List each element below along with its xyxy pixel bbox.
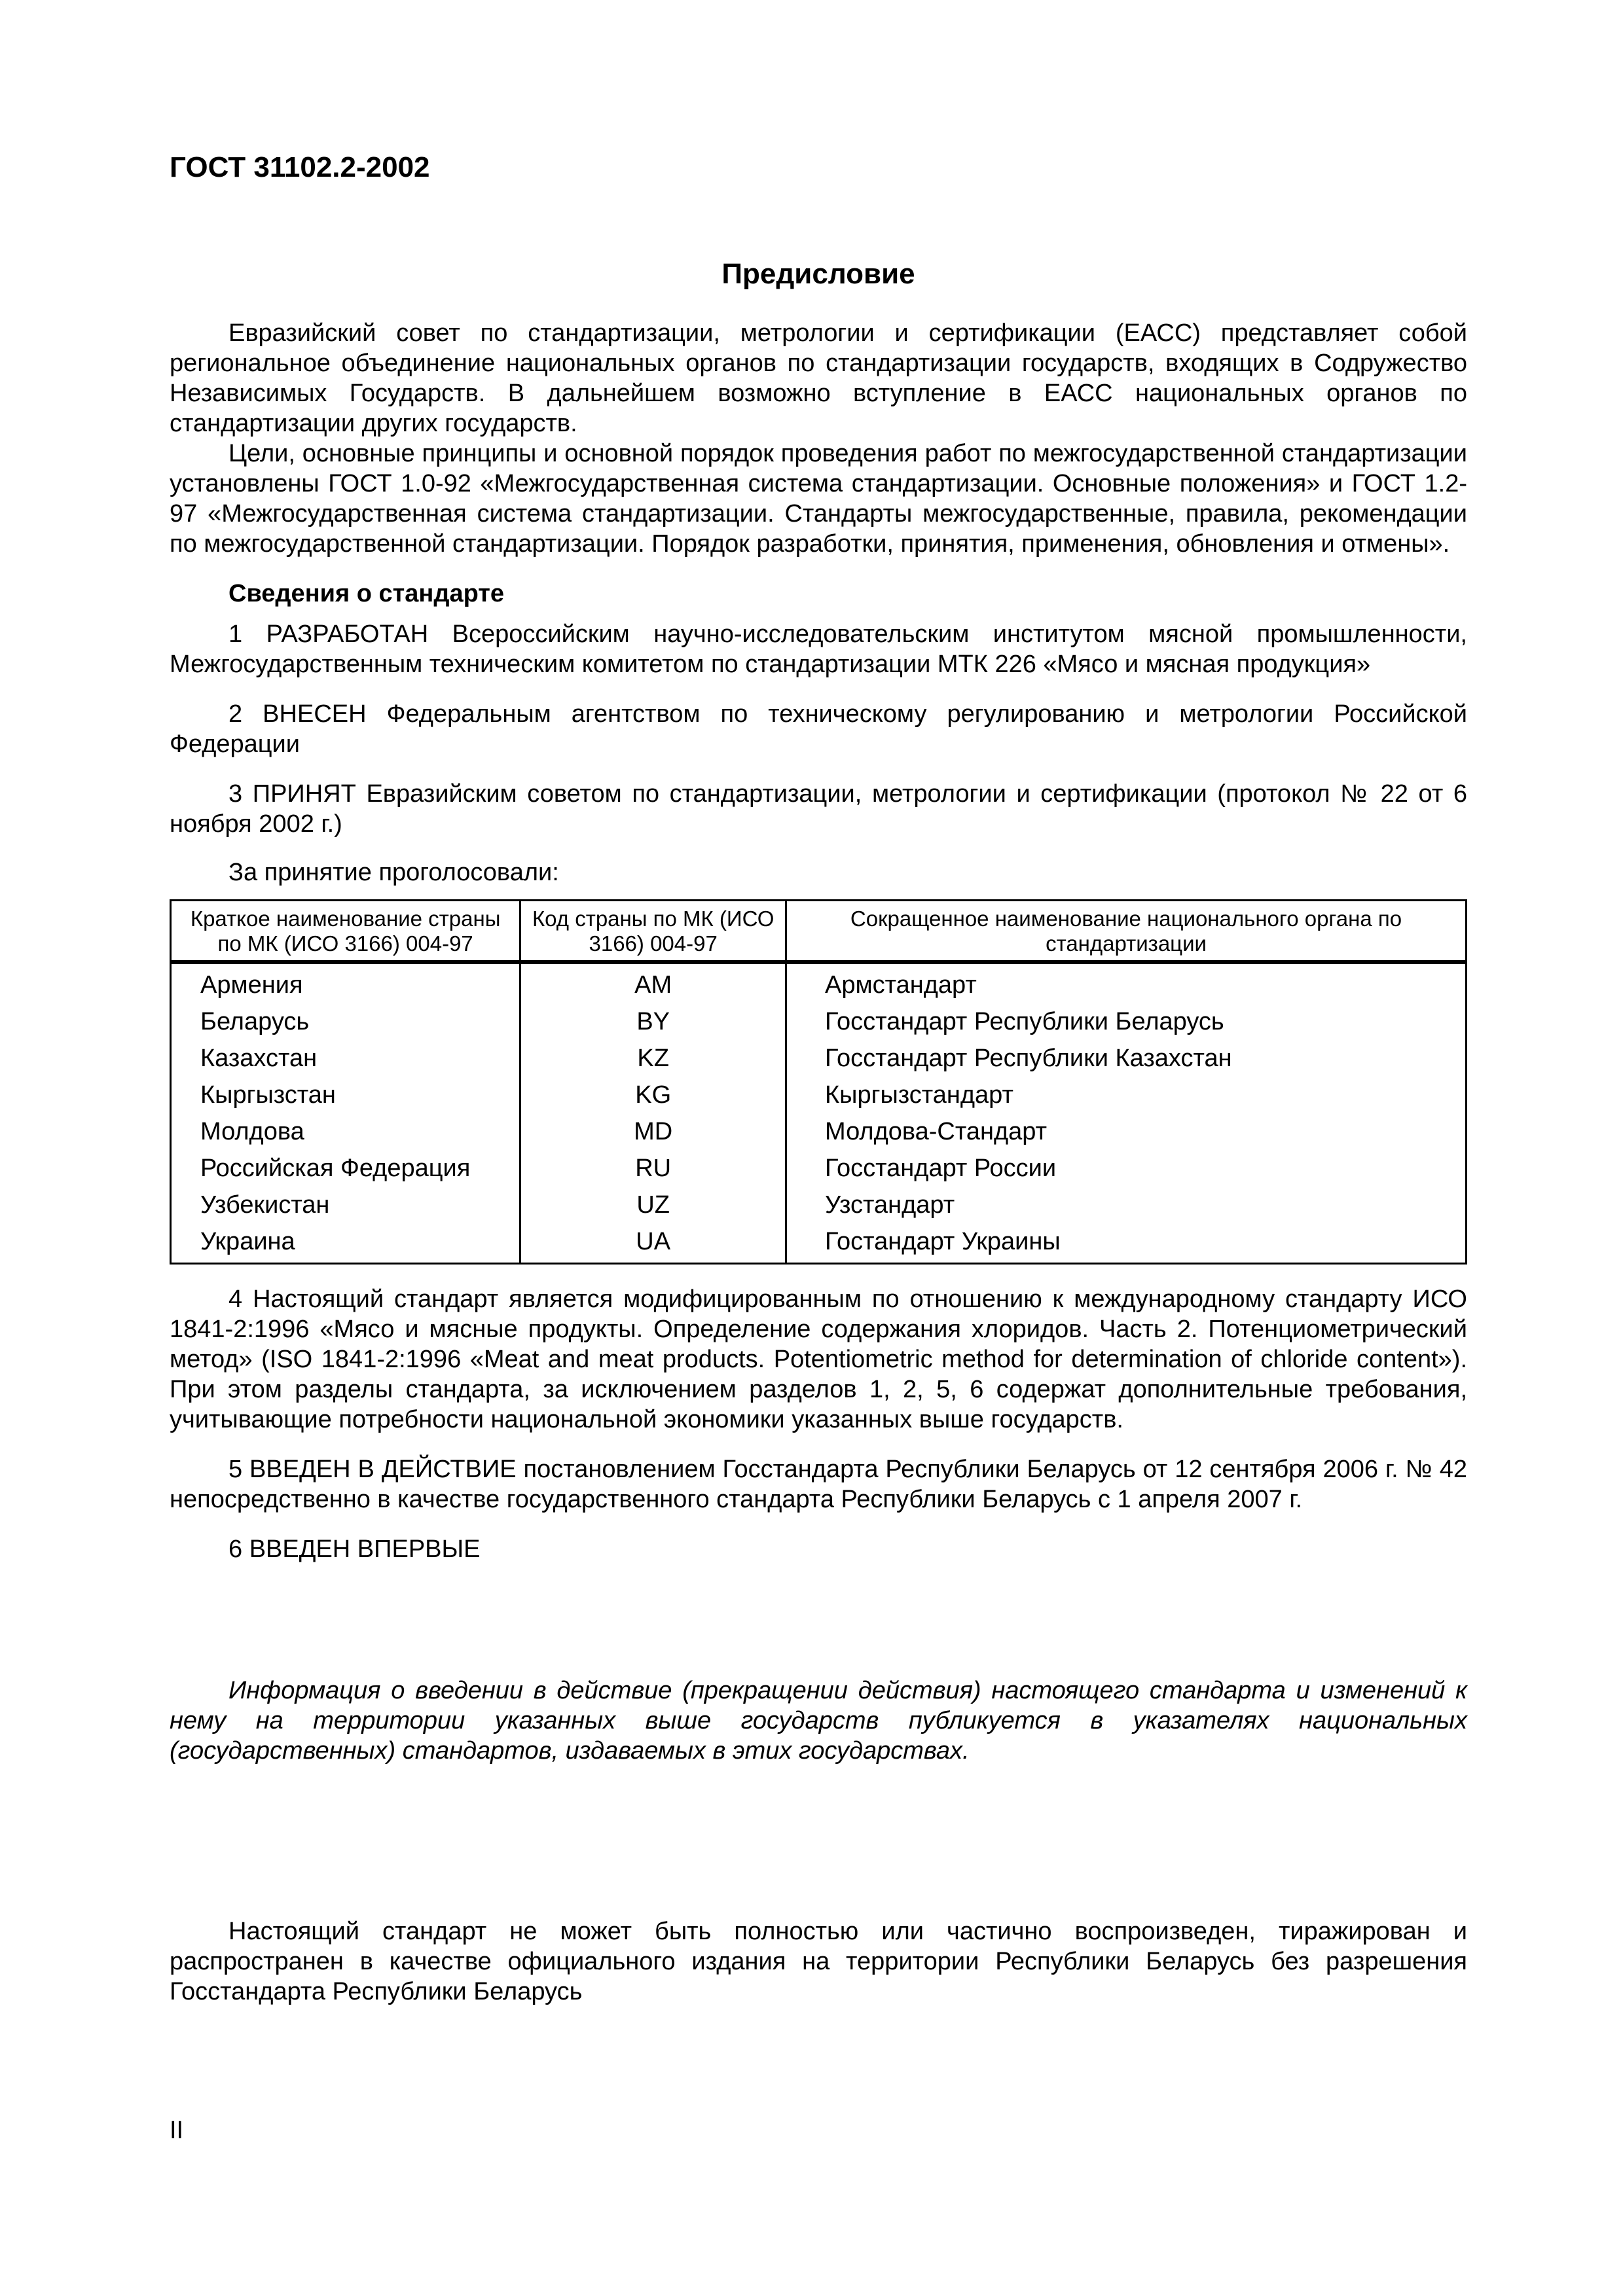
header-country-code: Код страны по МК (ИСО 3166) 004-97: [520, 900, 786, 962]
country-code: KZ: [520, 1040, 786, 1077]
information-notice: Информация о введении в действие (прекращении действия) настоящего стандарта и изменений к нему на территории указанных выше государств публикуется в указателях национальных (государственных) стандартов, издаваемых в этих государствах.: [170, 1676, 1467, 1765]
table-row: [171, 962, 1467, 1003]
table-row: [171, 1113, 1467, 1150]
table-row: [171, 1187, 1467, 1223]
intro-paragraph-1: Евразийский совет по стандартизации, метрологии и сертификации (ЕАСС) представляет собой региональное объединение национальных органов по стандартизации государств, входящих в Содружество Независимых Государств. В дальнейшем возможно вступление в ЕАСС национальных органов по стандартизации других государств.: [170, 319, 1467, 437]
vote-label: За принятие проголосовали:: [228, 858, 559, 886]
country-name: Узбекистан: [171, 1187, 520, 1223]
item-adopted: 3 ПРИНЯТ Евразийским советом по стандартизации, метрологии и сертификации (протокол № 22 от 6 ноября 2002 г.): [170, 780, 1467, 838]
country-name: Кыргызстан: [171, 1077, 520, 1113]
table-row: [171, 1150, 1467, 1187]
standards-body: Узстандарт: [786, 1187, 1467, 1223]
page-title: Предисловие: [721, 257, 915, 290]
standards-body: Госстандарт Республики Казахстан: [786, 1040, 1467, 1077]
standards-body: Госстандарт России: [786, 1150, 1467, 1187]
table-row: [171, 1003, 1467, 1040]
standards-body: Госстандарт Республики Беларусь: [786, 1003, 1467, 1040]
table-row: [171, 1077, 1467, 1113]
country-code: UA: [520, 1223, 786, 1264]
country-code: MD: [520, 1113, 786, 1150]
intro-paragraph-2: Цели, основные принципы и основной порядок проведения работ по межгосударственной стандартизации установлены ГОСТ 1.0-92 «Межгосударственная система стандартизации. Основные положения» и ГОСТ 1.2-97 «Межгосударственная система стандартизации. Стандарты межгосударственные, правила, рекомендации по межгосударственной стандартизации. Порядок разработки, принятия, применения, обновления и отмены».: [170, 439, 1467, 558]
country-code: RU: [520, 1150, 786, 1187]
voting-countries-table: [170, 899, 1467, 1265]
country-code: KG: [520, 1077, 786, 1113]
table-row: [171, 1040, 1467, 1077]
country-code: AM: [520, 962, 786, 1003]
section-heading: Сведения о стандарте: [228, 579, 505, 607]
standards-body: Гостандарт Украины: [786, 1223, 1467, 1264]
country-name: Российская Федерация: [171, 1150, 520, 1187]
country-name: Армения: [171, 962, 520, 1003]
page-number: II: [170, 2117, 184, 2144]
item-enacted: 5 ВВЕДЕН В ДЕЙСТВИЕ постановлением Госстандарта Республики Беларусь от 12 сентября 2006 г. № 42 непосредственно в качестве государственного стандарта Республики Беларусь с 1 апреля 2007 г.: [170, 1455, 1467, 1513]
table-row: [171, 1223, 1467, 1264]
copyright-notice: Настоящий стандарт не может быть полностью или частично воспроизведен, тиражирован и распространен в качестве официального издания на территории Республики Беларусь без разрешения Госстандарта Республики Беларусь: [170, 1917, 1467, 2005]
item-developed: 1 РАЗРАБОТАН Всероссийским научно-исследовательским институтом мясной промышленности, Межгосударственным техническим комитетом по стандартизации МТК 226 «Мясо и мясная продукция»: [170, 620, 1467, 678]
country-code: BY: [520, 1003, 786, 1040]
document-code: ГОСТ 31102.2-2002: [170, 151, 430, 183]
header-standards-body: Сокращенное наименование национального органа по стандартизации: [786, 900, 1467, 962]
header-country-name: Краткое наименование страны по МК (ИСО 3166) 004-97: [171, 900, 520, 962]
item-modified-standard: 4 Настоящий стандарт является модифицированным по отношению к международному стандарту ИСО 1841-2:1996 «Мясо и мясные продукты. Определение содержания хлоридов. Часть 2. Потенциометрический метод» (ISO 1841-2:1996 «Meat and meat products. Potentiometric method for determination of chloride content»). При этом разделы стандарта, за исключением разделов 1, 2, 5, 6 содержат дополнительные требования, учитывающие потребности национальной экономики указанных выше государств.: [170, 1285, 1467, 1433]
country-name: Украина: [171, 1223, 520, 1264]
item-submitted: 2 ВНЕСЕН Федеральным агентством по техническому регулированию и метрологии Российской Федерации: [170, 700, 1467, 758]
country-name: Казахстан: [171, 1040, 520, 1077]
standards-body: Армстандарт: [786, 962, 1467, 1003]
document-page: [170, 151, 1467, 2007]
table-header-row: [171, 900, 1467, 962]
country-name: Беларусь: [171, 1003, 520, 1040]
country-name: Молдова: [171, 1113, 520, 1150]
standards-body: Кыргызстандарт: [786, 1077, 1467, 1113]
item-first-introduced: 6 ВВЕДЕН ВПЕРВЫЕ: [228, 1535, 481, 1563]
country-code: UZ: [520, 1187, 786, 1223]
standards-body: Молдова-Стандарт: [786, 1113, 1467, 1150]
